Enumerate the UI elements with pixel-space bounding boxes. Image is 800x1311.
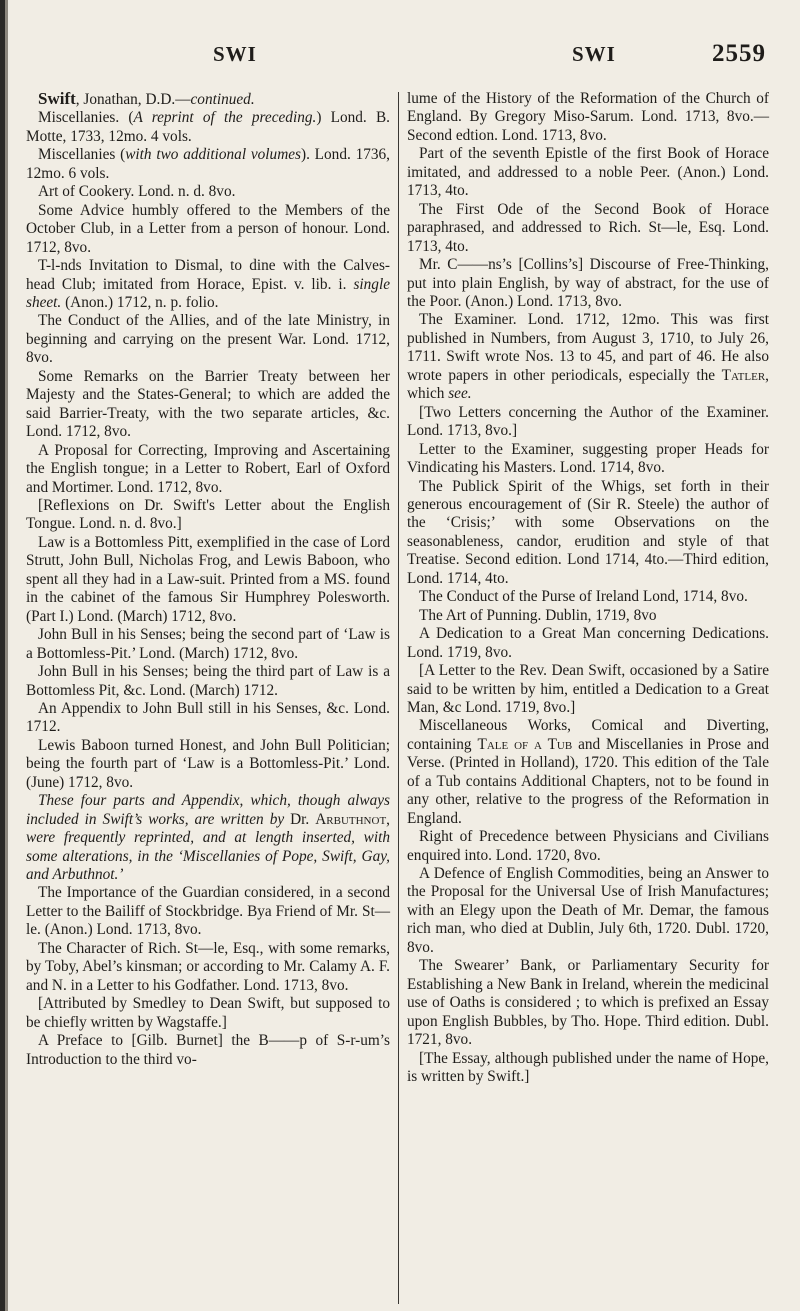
catalogue-entry: [The Essay, although published under the name of Hope, is written by Swift.] [407, 1049, 769, 1086]
page-number: 2559 [712, 40, 766, 67]
catalogue-entry: The Swearer’ Bank, or Parliamentary Security for Establishing a New Bank in Ireland, wherein the medicinal use of Oaths is considered ; to which is prefixed an Essay upon English Bubbles, by Tho. Hope. Third edition. Dubl. 1721, 8vo. [407, 957, 769, 1049]
catalogue-entry: Lewis Baboon turned Honest, and John Bull Politician; being the fourth part of ‘Law is a Bottomless-Pit.’ Lond. (June) 1712, 8vo. [26, 736, 390, 791]
catalogue-entry: [Attributed by Smedley to Dean Swift, but supposed to be chiefly written by Wagstaffe.] [26, 995, 390, 1031]
catalogue-entry: A Dedication to a Great Man concerning Dedications. Lond. 1719, 8vo. [407, 625, 769, 661]
catalogue-entry: John Bull in his Senses; being the third part of Law is a Bottomless Pit, &c. Lond. (March) 1712. [26, 663, 390, 699]
catalogue-entry: [Reflexions on Dr. Swift's Letter about the English Tongue. Lond. n. d. 8vo.] [26, 496, 390, 533]
page-edge-fold [5, 0, 8, 1311]
catalogue-entry: T-l-nds Invitation to Dismal, to dine with the Calves-head Club; imitated from Horace, Epist. v. lib. i. single sheet. (Anon.) 1712, n. p. folio. [26, 257, 390, 311]
catalogue-entry: The Examiner. Lond. 1712, 12mo. This was first published in Numbers, from August 3, 1710, to July 26, 1711. Swift wrote Nos. 13 to 45, and part of 46. He also wrote papers in other periodicals, especially the Tatler, which see. [407, 311, 769, 403]
catalogue-entry: The Importance of the Guardian considered, in a second Letter to the Bailiff of Stockbridge. Bya Friend of Mr. St—le. (Anon.) Lond. 1713, 8vo. [26, 884, 390, 939]
catalogue-entry: Some Advice humbly offered to the Members of the October Club, in a Letter from a person of honour. Lond. 1712, 8vo. [26, 201, 390, 256]
catalogue-entry: The First Ode of the Second Book of Horace paraphrased, and addressed to Rich. St—le, Esq. Lond. 1713, 4to. [407, 200, 769, 255]
catalogue-entry: Letter to the Examiner, suggesting proper Heads for Vindicating his Masters. Lond. 1714, 8vo. [407, 440, 769, 477]
catalogue-entry: The Character of Rich. St—le, Esq., with some remarks, by Toby, Abel’s kinsman; or according to Mr. Calamy A. F. and N. in a Letter to his Godfather. Lond. 1713, 8vo. [26, 939, 390, 994]
catalogue-entry: The Conduct of the Allies, and of the late Ministry, in beginning and carrying on the present War. Lond. 1712, 8vo. [26, 312, 390, 367]
catalogue-entry: [A Letter to the Rev. Dean Swift, occasioned by a Satire said to be written by him, entitled a Dedication to a Great Man, &c Lond. 1719, 8vo.] [407, 662, 769, 716]
catalogue-entry: John Bull in his Senses; being the second part of ‘Law is a Bottomless-Pit.’ Lond. (March) 1712, 8vo. [26, 626, 390, 662]
right-column [407, 90, 769, 1086]
catalogue-entry: Miscellanies. (A reprint of the preceding.) Lond. B. Motte, 1733, 12mo. 4 vols. [26, 109, 390, 145]
catalogue-entry: These four parts and Appendix, which, though always included in Swift’s works, are written by Dr. Arbuthnot, were frequently reprinted, and at length inserted, with some alterations, in the ‘Miscellanies of Pope, Swift, Gay, and Arbuthnot.’ [26, 792, 390, 884]
column-divider [398, 92, 399, 1304]
catalogue-entry: A Preface to [Gilb. Burnet] the B——p of S-r-um’s Introduction to the third vo- [26, 1032, 390, 1068]
catalogue-entry: An Appendix to John Bull still in his Senses, &c. Lond. 1712. [26, 699, 390, 736]
catalogue-entry: The Publick Spirit of the Whigs, set forth in their generous encouragement of (Sir R. Steele) the author of the ‘Crisis;’ with some Observations on the seasonableness, candor, erudition and style of that Treatise. Second edition. Lond 1714, 4to.—Third edition, Lond. 1714, 4to. [407, 477, 769, 587]
catalogue-entry: The Conduct of the Purse of Ireland Lond, 1714, 8vo. [419, 588, 748, 606]
catalogue-entry: Mr. C——ns’s [Collins’s] Discourse of Free-Thinking, put into plain English, by way of abstract, for the use of the Poor. (Anon.) Lond. 1713, 8vo. [407, 256, 769, 310]
running-head-right: SWI [572, 42, 616, 66]
catalogue-entry: Miscellaneous Works, Comical and Diverting, containing Tale of a Tub and Miscellanies in Prose and Verse. (Printed in Holland), 1720. This edition of the Tale of a Tub contains Additional Chapters, not to be found in any other, relative to the progress of the Reformation in England. [407, 717, 769, 827]
catalogue-entry: [Two Letters concerning the Author of the Examiner. Lond. 1713, 8vo.] [407, 403, 769, 440]
catalogue-entry: Art of Cookery. Lond. n. d. 8vo. [38, 183, 236, 201]
left-column [26, 90, 390, 1069]
catalogue-entry: A Proposal for Correcting, Improving and Ascertaining the English tongue; in a Letter to Robert, Earl of Oxford and Mortimer. Lond. 1712, 8vo. [26, 441, 390, 496]
catalogue-entry: Right of Precedence between Physicians and Civilians enquired into. Lond. 1720, 8vo. [407, 828, 769, 864]
catalogue-entry: Swift, Jonathan, D.D.—continued. [38, 89, 255, 108]
catalogue-entry: Law is a Bottomless Pitt, exemplified in the case of Lord Strutt, John Bull, Nicholas Frog, and Lewis Baboon, who spent all they had in a Law-suit. Printed from a MS. found in the cabinet of the famous Sir Humphrey Polesworth. (Part I.) Lond. (March) 1712, 8vo. [26, 533, 390, 625]
running-head-left: SWI [213, 42, 257, 66]
catalogue-entry: Part of the seventh Epistle of the first Book of Horace imitated, and addressed to a noble Peer. (Anon.) Lond. 1713, 4to. [407, 145, 769, 200]
catalogue-entry: The Art of Punning. Dublin, 1719, 8vo [419, 606, 657, 624]
catalogue-entry: Miscellanies (with two additional volumes). Lond. 1736, 12mo. 6 vols. [26, 146, 390, 182]
catalogue-entry: Some Remarks on the Barrier Treaty between her Majesty and the States-General; to which are added the said Barrier-Treaty, with the two separate articles, &c. Lond. 1712, 8vo. [26, 367, 390, 441]
catalogue-entry: lume of the History of the Reformation of the Church of England. By Gregory Miso-Sarum. Lond. 1713, 8vo.—Second edtion. Lond. 1713, 8vo. [407, 90, 769, 144]
catalogue-entry: A Defence of English Commodities, being an Answer to the Proposal for the Universal Use of Irish Manufactures; with an Elegy upon the Death of Mr. Demar, the famous rich man, who died at Dublin, July 6th, 1720. Dubl. 1720, 8vo. [407, 865, 769, 956]
